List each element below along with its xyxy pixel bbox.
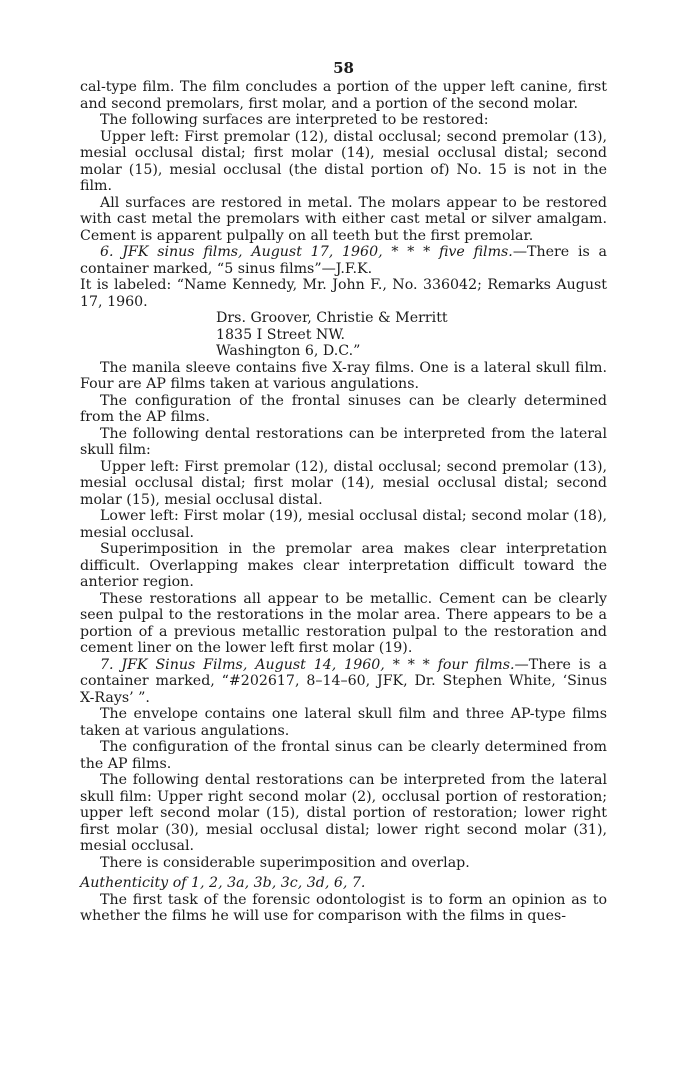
address-line: 1835 I Street NW.: [216, 326, 345, 343]
paragraph: These restorations all appear to be metallic. Cement can be clearly seen pulpal to the restorations in the molar area. There appears to be a portion of a previous metallic restoration pulpal to the restoration and cement liner on the lower left first molar (19).: [80, 590, 607, 656]
paragraph: Lower left: First molar (19), mesial occlusal distal; second molar (18), mesial occlusal.: [80, 508, 607, 541]
paragraph: Upper left: First premolar (12), distal occlusal; second premolar (13), mesial occlusal distal; first molar (14), mesial occlusal distal; second molar (15), mesial occlusal distal.: [80, 458, 607, 508]
paragraph: [80, 657, 607, 707]
page-number: 58: [333, 59, 354, 77]
paragraph: Upper left: First premolar (12), distal occlusal; second premolar (13), mesial occlusal distal; first molar (14), mesial occlusal distal; second molar (15), mesial occlusal (the distal portion of) No. 15 is not in the film.: [80, 128, 607, 194]
paragraph: The first task of the forensic odontologist is to form an opinion as to whether the films he will use for comparison with the films in ques-: [80, 891, 607, 924]
address-block: [216, 310, 607, 360]
paragraph: There is considerable superimposition and overlap.: [100, 854, 470, 871]
paragraph: The envelope contains one lateral skull film and three AP-type films taken at various angulations.: [80, 706, 607, 739]
document-page: [80, 60, 607, 925]
address-line: Washington 6, D.C.”: [216, 343, 361, 359]
item-text: —There is a container marked, “5 sinus films”—J.F.K.: [80, 244, 607, 277]
item-text: —There is a container marked, “#202617, 8–14–60, JFK, Dr. Stephen White, ‘Sinus X-Rays’ ”.: [80, 656, 607, 706]
paragraph: The configuration of the frontal sinuses can be clearly determined from the AP films.: [80, 392, 607, 425]
paragraph: The following dental restorations can be interpreted from the lateral skull film:: [80, 425, 607, 458]
paragraph: The following dental restorations can be interpreted from the lateral skull film: Upper right second molar (2), occlusal portion of restoration; upper left second molar (15), distal portion of restoration; lower right first molar (30), mesial occlusal distal; lower right second molar (31), mesial occlusal.: [80, 772, 607, 854]
paragraph: The configuration of the frontal sinus can be clearly determined from the AP films.: [80, 739, 607, 772]
paragraph: The following surfaces are interpreted to be restored:: [100, 112, 489, 128]
paragraph: Superimposition in the premolar area makes clear interpretation difficult. Overlapping makes clear interpretation difficult toward the anterior region.: [80, 541, 607, 590]
item-heading: 6. JFK sinus films, August 17, 1960, * * * five films.: [100, 244, 513, 260]
item-heading: 7. JFK Sinus Films, August 14, 1960, * * * four films.: [100, 656, 515, 673]
paragraph: cal-type film. The film concludes a portion of the upper left canine, first and second premolars, first molar, and a portion of the second molar.: [80, 79, 607, 112]
section-heading: Authenticity of 1, 2, 3a, 3b, 3c, 3d, 6, 7.: [80, 875, 366, 891]
paragraph: [80, 244, 607, 277]
paragraph: All surfaces are restored in metal. The molars appear to be restored with cast metal the premolars with either cast metal or silver amalgam. Cement is apparent pulpally on all teeth but the first premolar.: [80, 194, 607, 244]
paragraph: The manila sleeve contains five X-ray films. One is a lateral skull film. Four are AP films taken at various angulations.: [80, 359, 607, 392]
paragraph: It is labeled: “Name Kennedy, Mr. John F., No. 336042; Remarks August 17, 1960.: [80, 277, 607, 310]
address-line: Drs. Groover, Christie & Merritt: [216, 310, 448, 326]
